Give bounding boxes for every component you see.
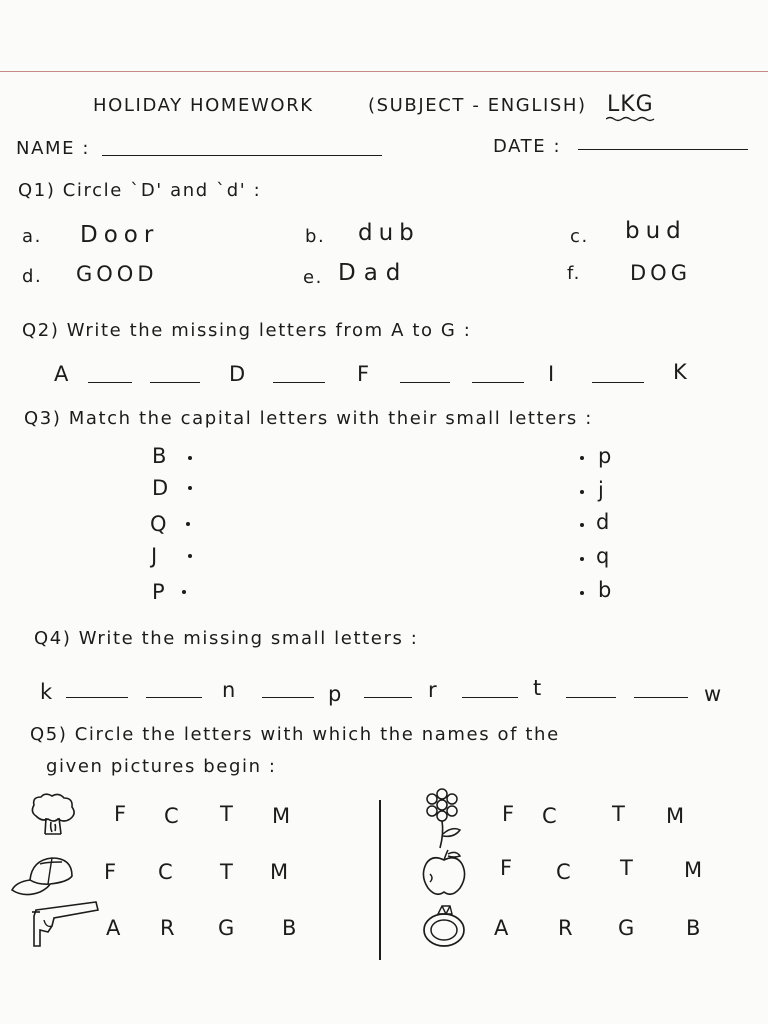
q2-letter-F: F bbox=[357, 362, 373, 386]
row3-right-option-B[interactable]: B bbox=[686, 916, 704, 940]
q4-letter-k: k bbox=[40, 680, 56, 704]
q3-small-b: b bbox=[598, 578, 615, 602]
q2-blank-C[interactable] bbox=[150, 382, 200, 383]
q1-option-b-word[interactable]: dub bbox=[358, 220, 420, 246]
q1-option-f-letter: f. bbox=[567, 263, 581, 284]
top-margin-rule bbox=[0, 71, 768, 72]
q4-blank-u[interactable] bbox=[566, 697, 616, 698]
q3-small-d-dot[interactable] bbox=[580, 523, 584, 527]
q2-blank-E[interactable] bbox=[273, 382, 325, 383]
row3-left-option-A[interactable]: A bbox=[106, 916, 124, 940]
q5-prompt-line2: given pictures begin : bbox=[46, 756, 277, 777]
q3-capital-J-dot[interactable] bbox=[188, 554, 192, 558]
q3-capital-D: D bbox=[152, 476, 172, 500]
q1-option-d-letter: d. bbox=[22, 266, 43, 287]
row1-right-option-C[interactable]: C bbox=[542, 804, 560, 828]
q5-column-divider bbox=[379, 800, 381, 960]
row3-left-option-R[interactable]: R bbox=[160, 916, 178, 940]
worksheet-title: HOLIDAY HOMEWORK bbox=[93, 95, 314, 116]
row3-right-option-R[interactable]: R bbox=[558, 916, 576, 940]
q4-prompt: Q4) Write the missing small letters : bbox=[34, 628, 419, 649]
apple-icon bbox=[418, 848, 472, 900]
row1-right-option-F[interactable]: F bbox=[502, 802, 518, 826]
q3-capital-P-dot[interactable] bbox=[182, 590, 186, 594]
row2-right-option-C[interactable]: C bbox=[556, 860, 574, 884]
q4-blank-q[interactable] bbox=[364, 697, 412, 698]
row1-left-option-M[interactable]: M bbox=[272, 804, 294, 828]
q1-option-b-letter: b. bbox=[305, 226, 326, 247]
row3-left-option-G[interactable]: G bbox=[218, 916, 238, 940]
q1-prompt: Q1) Circle `D' and `d' : bbox=[18, 180, 262, 201]
q4-letter-r: r bbox=[428, 678, 440, 702]
q3-small-q: q bbox=[596, 544, 613, 568]
q3-capital-B: B bbox=[152, 444, 170, 468]
q1-option-f-word[interactable]: DOG bbox=[630, 261, 691, 285]
q1-option-a-word[interactable]: Door bbox=[80, 222, 160, 248]
row2-left-option-F[interactable]: F bbox=[104, 860, 120, 884]
q4-letter-w: w bbox=[704, 682, 725, 706]
q3-prompt: Q3) Match the capital letters with their small letters : bbox=[24, 408, 593, 429]
q2-prompt: Q2) Write the missing letters from A to G : bbox=[22, 320, 472, 341]
q2-blank-J[interactable] bbox=[592, 382, 644, 383]
q3-capital-J: J bbox=[151, 544, 161, 568]
q2-blank-B[interactable] bbox=[88, 382, 132, 383]
q2-letter-I: I bbox=[548, 362, 558, 386]
q3-small-j: j bbox=[598, 478, 607, 502]
row2-right-option-F[interactable]: F bbox=[500, 856, 516, 880]
row1-left-option-C[interactable]: C bbox=[164, 804, 182, 828]
date-field-line[interactable] bbox=[578, 149, 748, 150]
q4-blank-o[interactable] bbox=[262, 697, 314, 698]
row3-right-option-A[interactable]: A bbox=[494, 916, 512, 940]
subject-label: (SUBJECT - ENGLISH) bbox=[368, 95, 587, 116]
q3-capital-P: P bbox=[152, 580, 168, 604]
name-label: NAME : bbox=[16, 138, 91, 159]
q3-capital-B-dot[interactable] bbox=[188, 456, 192, 460]
q4-letter-n: n bbox=[222, 678, 239, 702]
row3-right-option-G[interactable]: G bbox=[618, 916, 638, 940]
q1-option-c-letter: c. bbox=[570, 226, 589, 247]
row2-left-option-T[interactable]: T bbox=[220, 860, 236, 884]
q3-capital-Q-dot[interactable] bbox=[186, 522, 190, 526]
row1-left-option-F[interactable]: F bbox=[114, 802, 130, 826]
q1-option-a-letter: a. bbox=[22, 226, 42, 247]
q4-blank-v[interactable] bbox=[634, 697, 688, 698]
tree-icon bbox=[28, 792, 80, 838]
row3-left-option-B[interactable]: B bbox=[282, 916, 300, 940]
date-label: DATE : bbox=[493, 136, 562, 157]
q1-option-d-word[interactable]: GOOD bbox=[76, 262, 158, 286]
cap-icon bbox=[10, 852, 76, 900]
row2-left-option-M[interactable]: M bbox=[270, 860, 292, 884]
q4-blank-s[interactable] bbox=[462, 697, 518, 698]
gun-icon bbox=[30, 898, 100, 950]
q1-option-e-word[interactable]: Dad bbox=[338, 260, 409, 286]
row1-right-option-M[interactable]: M bbox=[666, 804, 688, 828]
q3-capital-Q: Q bbox=[150, 512, 170, 536]
q1-option-e-letter: e. bbox=[303, 267, 323, 288]
q3-small-d: d bbox=[596, 510, 613, 534]
row2-right-option-T[interactable]: T bbox=[620, 856, 636, 880]
q3-small-j-dot[interactable] bbox=[580, 490, 584, 494]
q5-prompt-line1: Q5) Circle the letters with which the names of the bbox=[30, 724, 560, 745]
q3-capital-D-dot[interactable] bbox=[188, 486, 192, 490]
name-field-line[interactable] bbox=[102, 155, 382, 156]
row2-left-option-C[interactable]: C bbox=[158, 860, 176, 884]
q4-blank-l[interactable] bbox=[66, 697, 128, 698]
flower-icon bbox=[414, 788, 470, 850]
q2-blank-G[interactable] bbox=[400, 382, 450, 383]
ring-icon bbox=[418, 900, 470, 948]
grade-label: LKG bbox=[607, 92, 654, 117]
row1-left-option-T[interactable]: T bbox=[220, 802, 236, 826]
q2-blank-H[interactable] bbox=[472, 382, 524, 383]
q3-small-p-dot[interactable] bbox=[580, 456, 584, 460]
q3-small-b-dot[interactable] bbox=[580, 591, 584, 595]
q4-letter-t: t bbox=[533, 676, 545, 700]
row1-right-option-T[interactable]: T bbox=[612, 802, 628, 826]
q1-option-c-word[interactable]: bud bbox=[625, 218, 687, 244]
q2-letter-K: K bbox=[673, 360, 690, 384]
q2-letter-A: A bbox=[54, 362, 72, 386]
q4-letter-p: p bbox=[328, 682, 345, 706]
q3-small-q-dot[interactable] bbox=[580, 557, 584, 561]
q2-letter-D: D bbox=[229, 362, 249, 386]
grade-underline bbox=[606, 116, 658, 122]
q4-blank-m[interactable] bbox=[146, 697, 202, 698]
q3-small-p: p bbox=[598, 444, 615, 468]
row2-right-option-M[interactable]: M bbox=[684, 858, 706, 882]
